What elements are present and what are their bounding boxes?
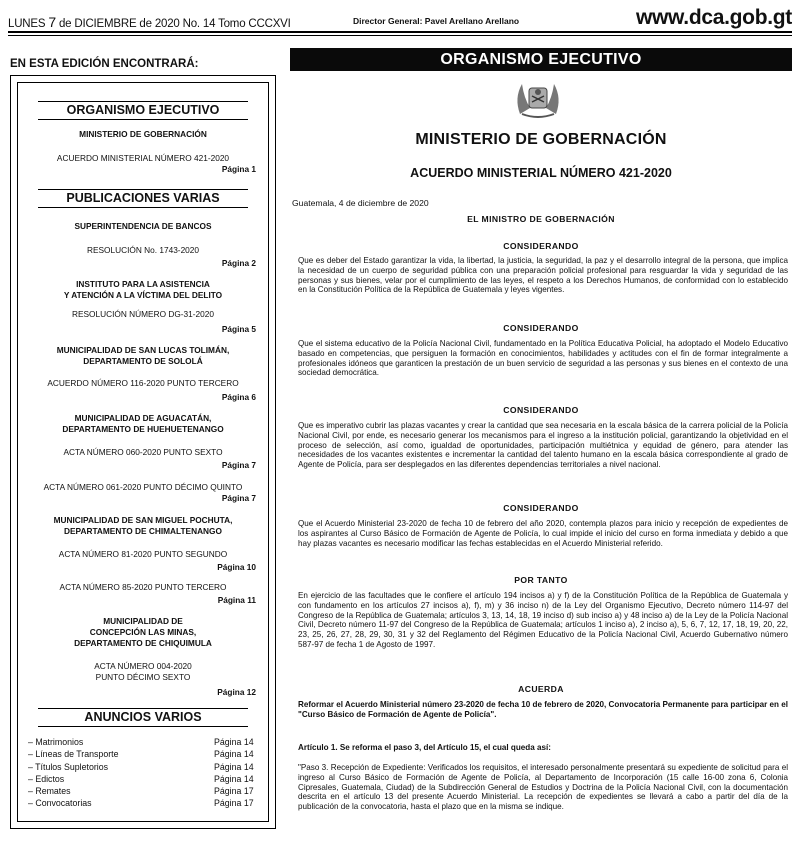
toc-page: Página 10: [217, 562, 256, 572]
toc-institution-line: DEPARTAMENTO DE CHIMALTENANGO: [64, 526, 222, 536]
masthead: [8, 4, 792, 30]
list-item-label: – Remates: [28, 786, 71, 797]
list-item-page: Página 17: [214, 798, 254, 809]
toc-institution-line: DEPARTAMENTO DE SOLOLÁ: [83, 356, 203, 366]
paragraph: En ejercicio de las facultades que le confiere el artículo 194 incisos a) y f) de la Constitución Política de la República de Guatemala y con fundamento en los artículos 27 incisos a), f), m) y 36 inciso n) de la Ley del Organismo Ejecutivo, Decreto número 114-97 del Congreso de la República de Guatemala; artículos 3, 13, 14, 18, 19 inciso d) sub inciso a) y 48 inciso a) de la Ley de la Policía Nacional Civil, Decreto número 11-97 del Congreso de la República de Guatemala; artículos 1 inciso a), 2 inciso a), 5, 6, 7, 12, 17, 18, 19, 20, 22, 23, 25, 26, 27, 28, 29, 30, 31 y 32 del Reglamento del Régimen Educativo de la Policía Nacional Civil, Acuerdo Gubernativo número 587-97 de fecha 1 de Agosto de 1997.: [298, 591, 788, 649]
list-item[interactable]: [28, 761, 262, 773]
toc-section-anuncios: ANUNCIOS VARIOS: [38, 708, 248, 727]
heading-considerando: CONSIDERANDO: [503, 405, 579, 415]
toc-document-line: ACTA NÚMERO 004-2020: [94, 661, 192, 671]
toc-document[interactable]: ACTA NÚMERO 85-2020 PUNTO TERCERO: [59, 582, 227, 592]
list-item-page: Página 17: [214, 786, 254, 797]
toc-institution-line: MUNICIPALIDAD DE SAN MIGUEL POCHUTA,: [53, 515, 233, 525]
toc-page: Página 11: [217, 595, 256, 605]
toc-institution-line: MUNICIPALIDAD DE: [103, 616, 183, 626]
toc-institution: SUPERINTENDENCIA DE BANCOS: [74, 221, 212, 231]
ministry-title: MINISTERIO DE GOBERNACIÓN: [415, 131, 667, 148]
list-item-label: – Edictos: [28, 773, 65, 784]
toc-institution: [24, 279, 262, 301]
place-date: Guatemala, 4 de diciembre de 2020: [292, 198, 429, 208]
acuerdo-title: ACUERDO MINISTERIAL NÚMERO 421-2020: [410, 166, 672, 180]
list-item-page: Página 14: [214, 749, 254, 760]
heading-acuerda: ACUERDA: [518, 684, 564, 694]
list-item[interactable]: [28, 748, 262, 760]
section-banner: ORGANISMO EJECUTIVO: [290, 48, 792, 71]
heading-por-tanto: POR TANTO: [514, 575, 568, 585]
paragraph: "Paso 3. Recepción de Expediente: Verificados los requisitos, el interesado personalmente presentará su expediente de solicitud para el ingreso al Curso Básico de Formación de Agente de Policía, al Departamento de Incorporación (15 calle 16-00 zona 6, Colonia Cipresales, Guatemala, Ciudad) de la Subdirección General de Estudios y Doctrina de la Policía Nacional Civil, con la documentación descrita en el artículo 13 del presente Acuerdo Ministerial. La recepción de expedientes se llevará a cabo a partir del día de la publicación de la convocatoria, hasta el plazo que en la misma se indique.: [298, 763, 788, 812]
list-item-label: – Líneas de Transporte: [28, 749, 119, 760]
toc-page: Página 2: [221, 258, 256, 268]
paragraph: Que es imperativo cubrir las plazas vacantes y crear la cantidad que sea necesaria en la escala básica de la carrera policial de la Policía Nacional Civil, por ende, es necesario generar los mecanismos para el ingreso a la institución policial, garantizando la objetividad en el proceso de selección, así como, igualdad de oportunidades, participación multiétnica y equidad de género, para atender las necesidades de los vacantes existentes e incrementar la cantidad del talento humano en la escala básica correspondiente al grado de Agente de Policía, para ser desplegados en las diferentes dependencias territoriales a nivel nacional.: [298, 421, 788, 470]
masthead-rule: [8, 31, 792, 33]
toc-page: Página 5: [221, 324, 256, 334]
toc-page: Página 7: [221, 460, 256, 470]
issue-date: [8, 14, 291, 30]
toc-document-line: PUNTO DÉCIMO SEXTO: [95, 672, 191, 682]
paragraph: Que es deber del Estado garantizar la vida, la libertad, la justicia, la seguridad, la paz y el desarrollo integral de la persona, que implica la necesidad de un cuerpo de seguridad pública con una preparación policial profesional para resguardar la vida y seguridad de las personas y sus bienes, velar por el cumplimiento de las leyes, el respeto a los Derechos Humanos, de conformidad con lo establecido en la Constitución Política de la República de Guatemala y leyes vigentes.: [298, 256, 788, 295]
weekday: LUNES: [8, 18, 46, 30]
toc-institution: [24, 616, 262, 649]
heading-minister: EL MINISTRO DE GOBERNACIÓN: [467, 214, 615, 224]
toc-section-organismo: ORGANISMO EJECUTIVO: [38, 101, 248, 120]
paragraph: Reformar el Acuerdo Ministerial número 23-2020 de fecha 10 de febrero de 2020, Convocatoria Permanente para participar en el "Curso Básico de Formación de Agente de Policía".: [298, 700, 789, 719]
issue-details: de DICIEMBRE de 2020 No. 14 Tomo CCCXVI: [58, 18, 291, 30]
toc-heading: EN ESTA EDICIÓN ENCONTRARÁ:: [10, 58, 199, 70]
toc-institution: MINISTERIO DE GOBERNACIÓN: [79, 129, 207, 139]
toc-page: Página 7: [221, 493, 256, 503]
toc-page: Página 12: [217, 687, 256, 697]
list-item[interactable]: [28, 785, 262, 797]
paragraph: Artículo 1. Se reforma el paso 3, del Artículo 15, el cual queda así:: [298, 743, 551, 752]
list-item[interactable]: [28, 797, 262, 809]
list-item[interactable]: [28, 773, 262, 785]
day-number: 7: [48, 14, 56, 30]
heading-considerando: CONSIDERANDO: [503, 241, 579, 251]
toc-institution-line: Y ATENCIÓN A LA VÍCTIMA DEL DELITO: [63, 290, 223, 300]
list-item-label: – Títulos Supletorios: [28, 761, 109, 772]
toc-institution-line: CONCEPCIÓN LAS MINAS,: [89, 627, 197, 637]
list-item[interactable]: [28, 736, 262, 748]
toc-institution-line: MUNICIPALIDAD DE SAN LUCAS TOLIMÁN,: [56, 345, 230, 355]
toc-document[interactable]: [24, 661, 262, 683]
toc-document[interactable]: RESOLUCIÓN NÚMERO DG-31-2020: [71, 309, 214, 319]
toc-document[interactable]: ACUERDO MINISTERIAL NÚMERO 421-2020: [56, 153, 230, 163]
paragraph: Que el sistema educativo de la Policía Nacional Civil, fundamentado en la Política Educativa Policial, ha adoptado el Modelo Educativo basado en competencias, que persiguen la formación en conocimientos, habilidades y actitudes con el fin de formar integralmente a profesionales idóneos que garanticen la prestación de un buen servicio de seguridad a las personas y sus bienes en el contexto de una sociedad democrática.: [298, 339, 788, 378]
toc-page: Página 6: [221, 392, 256, 402]
toc-institution: [24, 413, 262, 435]
toc-institution: [24, 515, 262, 537]
masthead-rule-thin: [8, 35, 792, 36]
list-item-page: Página 14: [214, 761, 254, 772]
toc-document[interactable]: RESOLUCIÓN No. 1743-2020: [86, 245, 200, 255]
list-item-label: – Convocatorias: [28, 798, 92, 809]
toc-institution-line: MUNICIPALIDAD DE AGUACATÁN,: [74, 413, 212, 423]
paragraph: Que el Acuerdo Ministerial 23-2020 de fecha 10 de febrero del año 2020, contempla plazos para inicio y recepción de expedientes de los aspirantes al Curso Básico de Formación de Agente de Policía, lo cual impide el inicio del curso en forma inmediata y debido a que hay plazas vacantes es necesario modificar las fechas establecidas en el Acuerdo Ministerial referido.: [298, 519, 788, 548]
list-item-label: – Matrimonios: [28, 737, 84, 747]
list-item-page: Página 14: [214, 737, 254, 747]
website-url[interactable]: www.dca.gob.gt: [635, 6, 792, 29]
toc-inner-frame: [17, 82, 269, 822]
list-item-page: Página 14: [214, 773, 254, 784]
coat-of-arms-icon: [512, 76, 564, 120]
heading-considerando: CONSIDERANDO: [503, 503, 579, 513]
toc-institution-line: INSTITUTO PARA LA ASISTENCIA: [76, 279, 210, 289]
heading-considerando: CONSIDERANDO: [503, 323, 579, 333]
toc-section-publicaciones: PUBLICACIONES VARIAS: [38, 189, 248, 208]
toc-box: [10, 75, 276, 829]
toc-document[interactable]: ACTA NÚMERO 061-2020 PUNTO DÉCIMO QUINTO: [43, 482, 243, 492]
toc-document[interactable]: ACTA NÚMERO 81-2020 PUNTO SEGUNDO: [58, 549, 228, 559]
toc-institution: [24, 345, 262, 367]
toc-institution-line: DEPARTAMENTO DE CHIQUIMULA: [74, 638, 212, 648]
toc-document[interactable]: ACUERDO NÚMERO 116-2020 PUNTO TERCERO: [47, 378, 239, 388]
anuncios-list: [28, 736, 262, 810]
toc-document[interactable]: ACTA NÚMERO 060-2020 PUNTO SEXTO: [63, 447, 223, 457]
toc-institution-line: DEPARTAMENTO DE HUEHUETENANGO: [62, 424, 224, 434]
director-credit: Director General: Pavel Arellano Arellano: [353, 16, 520, 26]
toc-page: Página 1: [221, 164, 256, 174]
